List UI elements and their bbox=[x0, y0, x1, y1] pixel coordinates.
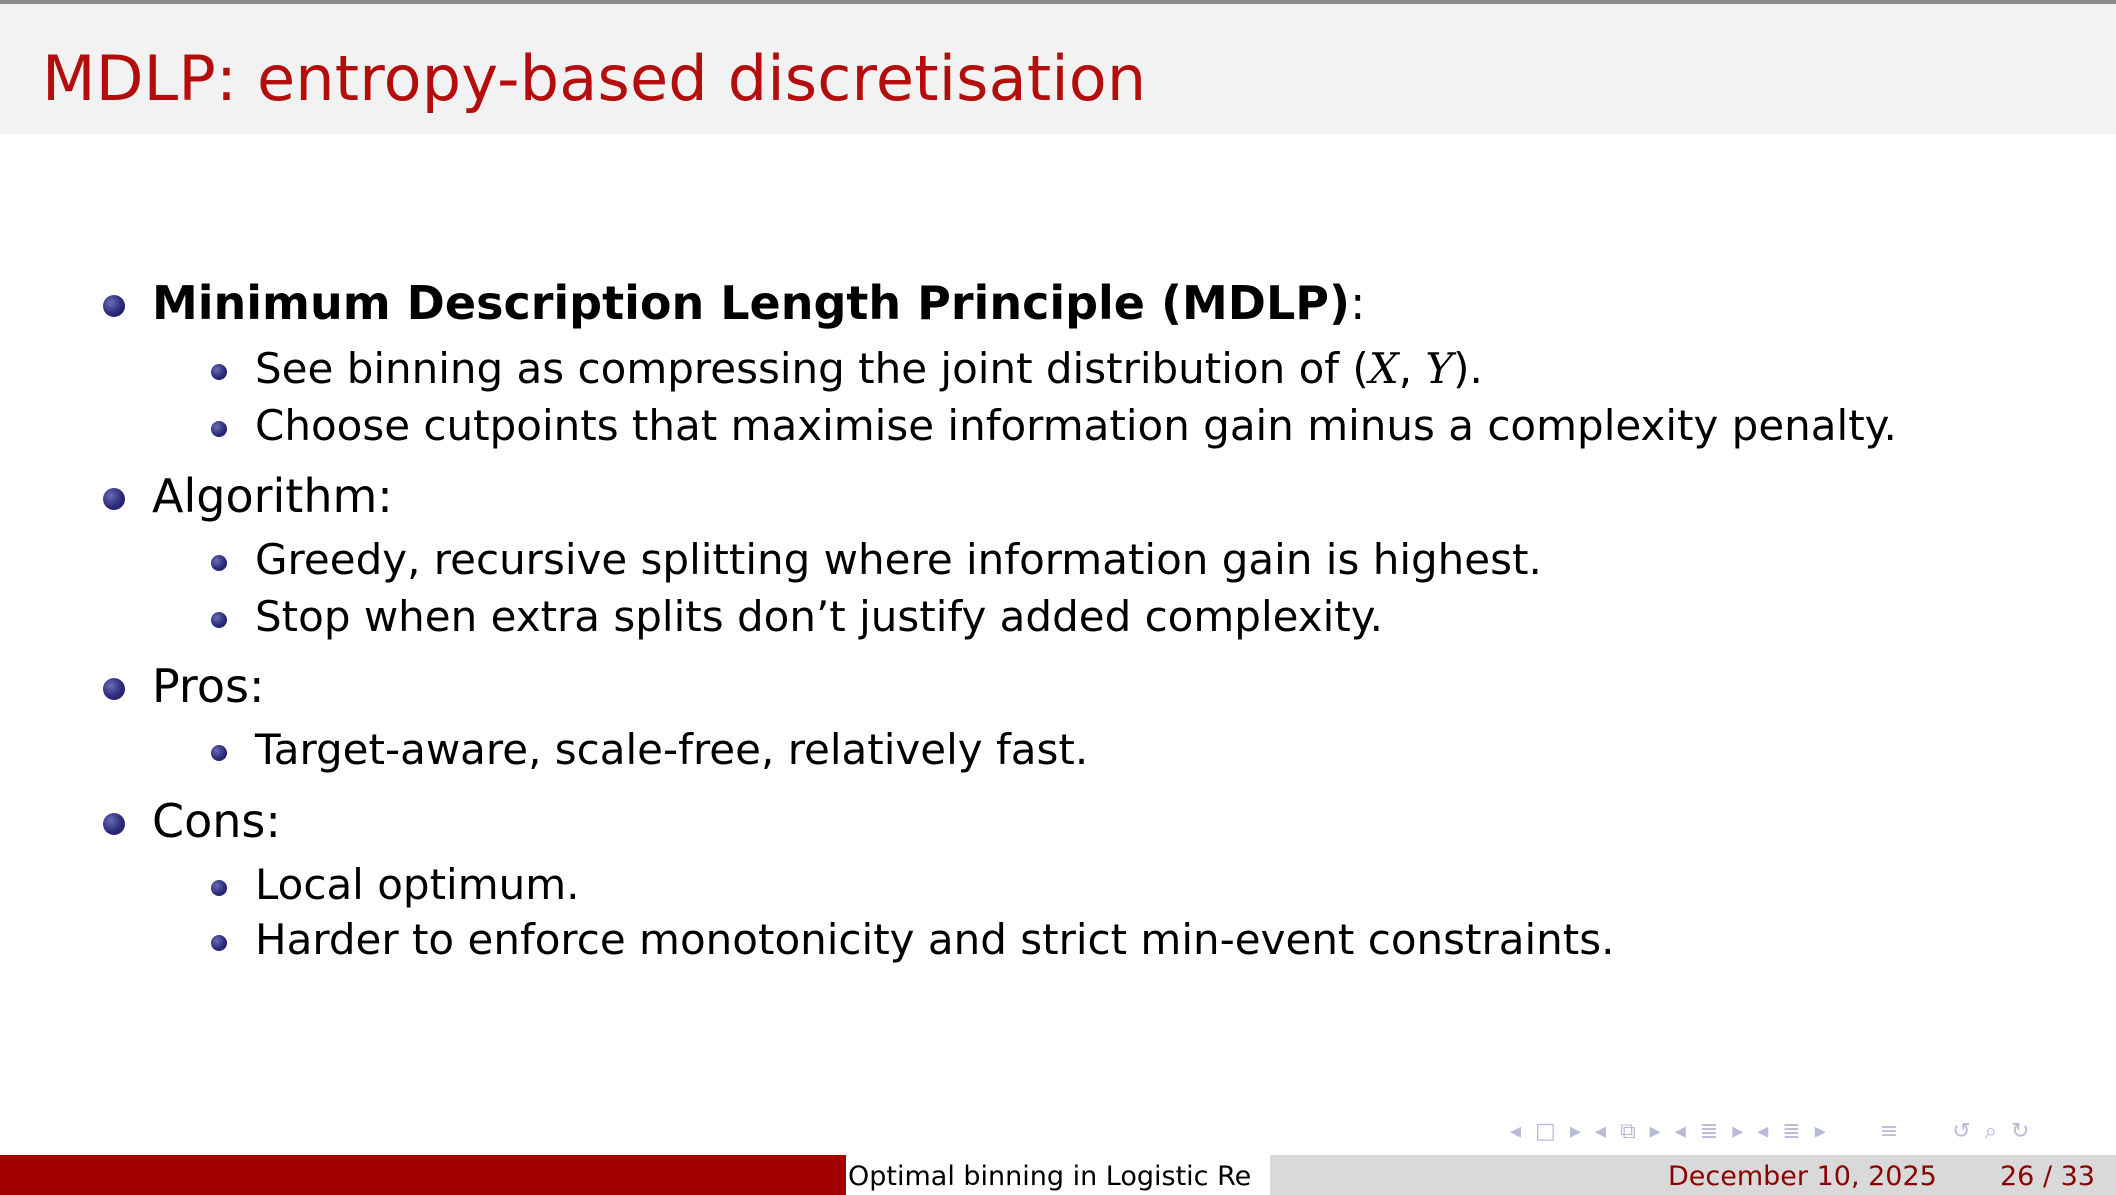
sub-item-cutpoints: Choose cutpoints that maximise information gain minus a complexity penalty. bbox=[255, 401, 1897, 450]
sub-item-target-aware: Target-aware, scale-free, relatively fast. bbox=[255, 725, 1089, 774]
nav-next-subsection-icon[interactable]: ▸ bbox=[1649, 1118, 1661, 1144]
nav-prev-subsection-icon[interactable]: ◂ bbox=[1594, 1118, 1606, 1144]
nav-forward-icon[interactable]: ↻ bbox=[2010, 1118, 2030, 1144]
nav-next-part-icon[interactable]: ▸ bbox=[1814, 1118, 1826, 1144]
slide-title: MDLP: entropy-based discretisation bbox=[42, 42, 1147, 115]
math-y: Y bbox=[1425, 344, 1454, 393]
sub-bullet-icon bbox=[211, 421, 227, 437]
sub-bullet-icon bbox=[211, 612, 227, 628]
bullet-icon bbox=[103, 295, 125, 317]
sub-bullet-icon bbox=[211, 364, 227, 380]
sub-bullet-icon bbox=[211, 880, 227, 896]
bullet-mdlp bbox=[152, 276, 1366, 330]
math-separator: , bbox=[1398, 344, 1426, 393]
bullet-cons: Cons: bbox=[152, 794, 281, 848]
nav-prev-part-icon[interactable]: ◂ bbox=[1757, 1118, 1769, 1144]
footer-title-block bbox=[846, 1155, 1270, 1195]
navigation-bar bbox=[1510, 1116, 2110, 1146]
bullet-algorithm: Algorithm: bbox=[152, 469, 393, 523]
nav-prev-section-icon[interactable]: ◂ bbox=[1674, 1118, 1686, 1144]
sub-item-harder: Harder to enforce monotonicity and strict min-event constraints. bbox=[255, 915, 1615, 964]
bullet-pros: Pros: bbox=[152, 659, 265, 713]
footer-author-block bbox=[0, 1155, 846, 1195]
nav-frame-icon[interactable]: □ bbox=[1535, 1118, 1556, 1144]
footer bbox=[0, 1155, 2116, 1195]
bullet-mdlp-label: Minimum Description Length Principle (MDLP) bbox=[152, 276, 1351, 330]
nav-prev-frame-icon[interactable]: ◂ bbox=[1510, 1118, 1522, 1144]
nav-back-icon[interactable]: ↺ bbox=[1952, 1118, 1971, 1144]
footer-page-number: 26 / 33 bbox=[2000, 1161, 2095, 1192]
footer-date: December 10, 2025 bbox=[1668, 1161, 1937, 1192]
sub-item-stop: Stop when extra splits don’t justify added complexity. bbox=[255, 592, 1383, 641]
sub-item-text: See binning as compressing the joint distribution of ( bbox=[255, 344, 1369, 393]
sub-item-compress bbox=[255, 344, 1483, 393]
sub-item-text-end: ). bbox=[1453, 344, 1483, 393]
sub-bullet-icon bbox=[211, 935, 227, 951]
sub-bullet-icon bbox=[211, 745, 227, 761]
nav-next-frame-icon[interactable]: ▸ bbox=[1569, 1118, 1581, 1144]
bullet-icon bbox=[103, 488, 125, 510]
nav-search-icon[interactable]: ⌕ bbox=[1984, 1118, 1997, 1144]
nav-doc-icon[interactable]: ≡ bbox=[1879, 1118, 1899, 1144]
nav-next-section-icon[interactable]: ▸ bbox=[1732, 1118, 1744, 1144]
bullet-icon bbox=[103, 678, 125, 700]
math-x: X bbox=[1368, 344, 1399, 393]
bullet-icon bbox=[103, 813, 125, 835]
nav-part-icon[interactable]: ≣ bbox=[1782, 1118, 1801, 1144]
sub-bullet-icon bbox=[211, 555, 227, 571]
bullet-mdlp-suffix: : bbox=[1350, 276, 1366, 330]
sub-item-greedy: Greedy, recursive splitting where information gain is highest. bbox=[255, 535, 1542, 584]
title-bar bbox=[0, 4, 2116, 134]
nav-subsection-icon[interactable]: ⧉ bbox=[1619, 1118, 1636, 1144]
footer-short-title: Optimal binning in Logistic Re bbox=[848, 1161, 1252, 1192]
nav-section-icon[interactable]: ≣ bbox=[1699, 1118, 1719, 1144]
sub-item-local-optimum: Local optimum. bbox=[255, 860, 580, 909]
